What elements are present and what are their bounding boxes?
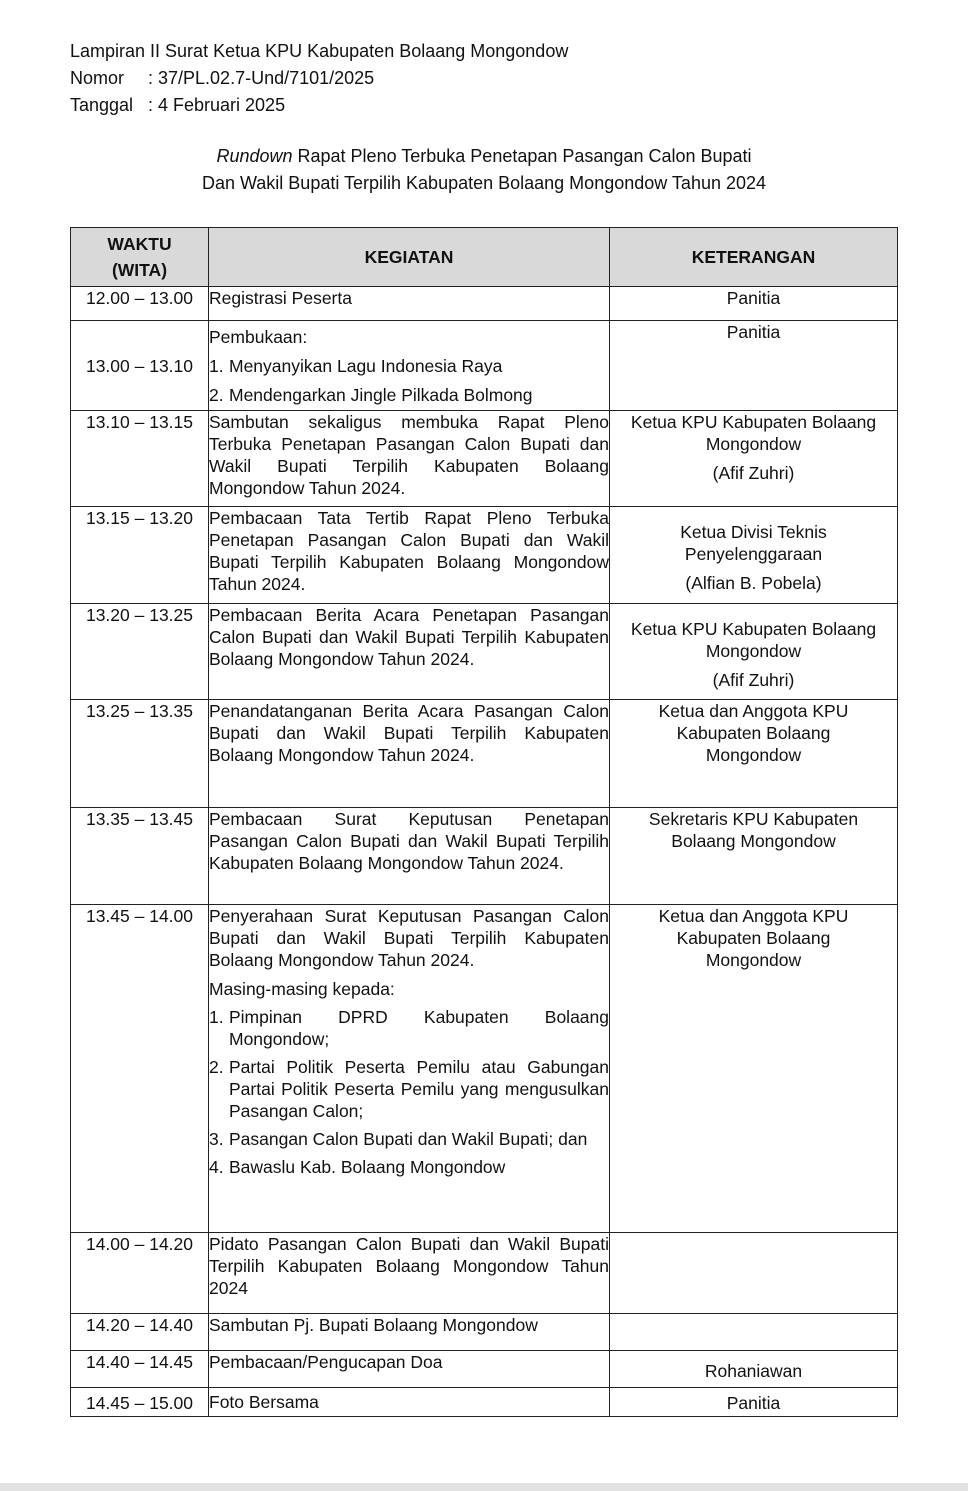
note-cell: Rohaniawan [610, 1351, 898, 1388]
activity-cell [209, 700, 610, 808]
list-text: Mendengarkan Jingle Pilkada Bolmong [229, 385, 533, 405]
title-italic: Rundown [216, 146, 293, 166]
list-item [209, 352, 609, 381]
table-row [71, 700, 898, 808]
header-waktu-line-2: (WITA) [111, 260, 168, 280]
time-cell: 14.20 – 14.40 [71, 1314, 209, 1351]
activity-text: Foto Bersama [209, 1392, 319, 1412]
note-role: Ketua Divisi Teknis Penyelenggaraan [680, 522, 827, 564]
table-row [71, 1233, 898, 1314]
activity-cell [209, 1314, 610, 1351]
table-row [71, 411, 898, 507]
activity-cell [209, 604, 610, 700]
list-number: 2. [209, 385, 224, 405]
note-cell [610, 507, 898, 604]
note-text: Sekretaris KPU Kabupaten Bolaang Mongondow [648, 809, 859, 851]
activity-text: Sambutan sekaligus membuka Rapat Pleno Terbuka Penetapan Pasangan Calon Bupati dan Wakil Bupati Terpilih Kabupaten Bolaang Mongondow Tahun 2024. [209, 412, 609, 498]
note-cell: Panitia [610, 321, 898, 411]
list-number: 1. [209, 356, 224, 376]
title-line-1-rest: Rapat Pleno Terbuka Penetapan Pasangan Calon Bupati [292, 146, 752, 166]
activity-cell [209, 411, 610, 507]
time-cell: 13.25 – 13.35 [71, 700, 209, 808]
letter-header [70, 38, 568, 119]
time-cell: 13.35 – 13.45 [71, 808, 209, 905]
list-text: Partai Politik Peserta Pemilu atau Gabungan Partai Politik Peserta Pemilu yang mengusulkan Pasangan Calon; [229, 1057, 609, 1121]
header-waktu-line-1: WAKTU [107, 234, 172, 254]
activity-text: Penandatanganan Berita Acara Pasangan Calon Bupati dan Wakil Bupati Terpilih Kabupaten Bolaang Mongondow Tahun 2024. [209, 701, 609, 765]
time-cell: 13.10 – 13.15 [71, 411, 209, 507]
table-row [71, 604, 898, 700]
activity-text: Pembacaan Berita Acara Penetapan Pasangan Calon Bupati dan Wakil Bupati Terpilih Kabupaten Bolaang Mongondow Tahun 2024. [209, 605, 609, 669]
list-text: Menyanyikan Lagu Indonesia Raya [229, 356, 503, 376]
attachment-line: Lampiran II Surat Ketua KPU Kabupaten Bolaang Mongondow [70, 41, 569, 61]
table-header-row [71, 228, 898, 287]
note-person: (Afif Zuhri) [712, 463, 795, 483]
list-number: 3. [209, 1129, 224, 1149]
note-text: Ketua dan Anggota KPU Kabupaten Bolaang Mongondow [658, 906, 849, 970]
table-row [71, 1388, 898, 1417]
note-person: (Afif Zuhri) [712, 670, 795, 690]
page-bottom-edge [0, 1483, 968, 1491]
header-keterangan: KETERANGAN [610, 228, 898, 287]
activity-cell [209, 321, 610, 411]
list-item [209, 1006, 609, 1050]
nomor-value: : 37/PL.02.7-Und/7101/2025 [148, 68, 375, 88]
table-row [71, 905, 898, 1233]
time-cell: 14.40 – 14.45 [71, 1351, 209, 1388]
activity-cell [209, 1233, 610, 1314]
note-cell [610, 808, 898, 905]
time-cell [71, 321, 209, 411]
note-cell: Panitia [610, 287, 898, 321]
list-text: Pasangan Calon Bupati dan Wakil Bupati; dan [229, 1129, 588, 1149]
nomor-row [70, 65, 568, 92]
time-cell: 12.00 – 13.00 [71, 287, 209, 321]
note-cell [610, 604, 898, 700]
list-text: Pimpinan DPRD Kabupaten Bolaang Mongondow; [229, 1007, 609, 1049]
rundown-table [70, 227, 898, 1417]
nomor-label: Nomor [70, 68, 125, 88]
time-cell: 14.00 – 14.20 [71, 1233, 209, 1314]
note-role: Ketua KPU Kabupaten Bolaang Mongondow [630, 619, 877, 661]
activity-text: Registrasi Peserta [209, 288, 352, 308]
table-row [71, 808, 898, 905]
activity-intro: Pembukaan: [209, 327, 308, 347]
activity-cell [209, 905, 610, 1233]
activity-cell [209, 507, 610, 604]
table-row [71, 287, 898, 321]
activity-text: Pembacaan Surat Keputusan Penetapan Pasangan Calon Bupati dan Wakil Bupati Terpilih Kabupaten Bolaang Mongondow Tahun 2024. [209, 809, 609, 873]
header-waktu [71, 228, 209, 287]
time-cell: 13.20 – 13.25 [71, 604, 209, 700]
note-cell [610, 1314, 898, 1351]
list-item [209, 1156, 609, 1178]
list-item [209, 1056, 609, 1122]
activity-cell [209, 1351, 610, 1388]
header-kegiatan: KEGIATAN [209, 228, 610, 287]
note-text: Ketua dan Anggota KPU Kabupaten Bolaang Mongondow [658, 701, 849, 765]
tanggal-label: Tanggal [70, 95, 134, 115]
time-cell: 13.15 – 13.20 [71, 507, 209, 604]
activity-subheading: Masing-masing kepada: [209, 979, 395, 999]
table-row [71, 1351, 898, 1388]
activity-cell [209, 287, 610, 321]
activity-text: Pembacaan/Pengucapan Doa [209, 1352, 443, 1372]
list-number: 1. [209, 1007, 224, 1027]
title-line-1 [0, 143, 968, 170]
note-cell [610, 411, 898, 507]
activity-text: Penyerahaan Surat Keputusan Pasangan Calon Bupati dan Wakil Bupati Terpilih Kabupaten Bolaang Mongondow Tahun 2024. [209, 906, 609, 970]
activity-text: Pidato Pasangan Calon Bupati dan Wakil Bupati Terpilih Kabupaten Bolaang Mongondow Tahun 2024 [209, 1234, 609, 1298]
list-item [209, 381, 609, 410]
title-line-2: Dan Wakil Bupati Terpilih Kabupaten Bolaang Mongondow Tahun 2024 [201, 173, 767, 193]
note-role: Ketua KPU Kabupaten Bolaang Mongondow [630, 412, 877, 454]
list-text: Bawaslu Kab. Bolaang Mongondow [229, 1157, 506, 1177]
table-row [71, 321, 898, 411]
table-row [71, 507, 898, 604]
tanggal-row [70, 92, 568, 119]
time-cell: 13.45 – 14.00 [71, 905, 209, 1233]
activity-cell [209, 808, 610, 905]
list-number: 2. [209, 1057, 224, 1077]
activity-text: Sambutan Pj. Bupati Bolaang Mongondow [209, 1315, 538, 1335]
note-cell: Panitia [610, 1388, 898, 1417]
note-cell [610, 1233, 898, 1314]
note-person: (Alfian B. Pobela) [685, 573, 822, 593]
note-cell [610, 905, 898, 1233]
list-item [209, 1128, 609, 1150]
note-cell [610, 700, 898, 808]
activity-text: Pembacaan Tata Tertib Rapat Pleno Terbuka Penetapan Pasangan Calon Bupati dan Wakil Bupati Terpilih Kabupaten Bolaang Mongondow Tahun 2024. [209, 508, 609, 594]
time-cell: 14.45 – 15.00 [71, 1388, 209, 1417]
time-text: 13.00 – 13.10 [85, 355, 194, 376]
table-row [71, 1314, 898, 1351]
tanggal-value: : 4 Februari 2025 [148, 95, 286, 115]
document-title [0, 143, 968, 197]
activity-cell [209, 1388, 610, 1417]
list-number: 4. [209, 1157, 224, 1177]
